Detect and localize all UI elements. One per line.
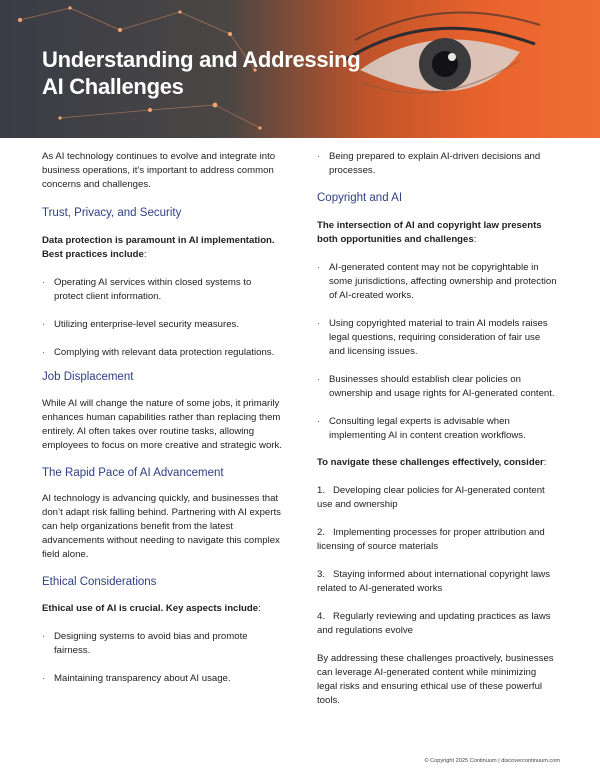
list-item: · Maintaining transparency about AI usage.: [42, 672, 282, 686]
numbered-item: 1. Developing clear policies for AI-generated content use and ownership: [317, 485, 545, 510]
list-item: · Designing systems to avoid bias and promote fairness.: [42, 630, 282, 658]
list-item: · Utilizing enterprise-level security measures.: [42, 318, 282, 332]
copyright-lead-bold: The intersection of AI and copyright law presents both opportunities and challenges: [317, 220, 542, 245]
right-column: [317, 150, 557, 708]
ethics-lead-colon: :: [258, 603, 261, 614]
intro-paragraph: As AI technology continues to evolve and integrate into business operations, it’s important to address common concerns and challenges.: [42, 151, 276, 190]
trust-lead-bold: Data protection is paramount in AI implementation. Best practices include: [42, 235, 275, 260]
list-item: · Being prepared to explain AI-driven decisions and processes.: [317, 150, 557, 178]
navigate-lead-colon: :: [543, 457, 547, 468]
list-item: · AI-generated content may not be copyrightable in some jurisdictions, affecting ownership and protection of AI-created works.: [317, 261, 557, 303]
ethics-lead: [42, 602, 282, 616]
list-item: · Operating AI services within closed systems to protect client information.: [42, 276, 282, 304]
footer-copyright: © Copyright 2025 Continuum | discovercontinuum.com: [424, 758, 560, 764]
trust-list: [42, 276, 282, 360]
trust-lead: [42, 234, 282, 262]
section-heading-ethics: Ethical Considerations: [42, 576, 157, 588]
section-heading-rapid-pace: The Rapid Pace of AI Advancement: [42, 467, 224, 479]
section-heading-copyright: Copyright and AI: [317, 192, 403, 204]
numbered-item: 2. Implementing processes for proper attribution and licensing of source materials: [317, 527, 545, 552]
trust-lead-colon: :: [143, 249, 147, 260]
page-title: [42, 46, 402, 100]
navigate-lead-bold: To navigate these challenges effectively, consider: [317, 457, 544, 468]
copyright-lead: [317, 219, 557, 247]
list-item: · Businesses should establish clear policies on ownership and usage rights for AI-generated content.: [317, 373, 557, 401]
list-item: · Complying with relevant data protection regulations.: [42, 346, 282, 360]
copyright-lead-colon: :: [473, 234, 477, 245]
list-item: · Consulting legal experts is advisable when implementing AI in content creation workflows.: [317, 415, 557, 443]
numbered-item: 4. Regularly reviewing and updating practices as laws and regulations evolve: [317, 611, 551, 636]
numbered-item: 3. Staying informed about international copyright laws related to AI-generated works: [317, 569, 551, 594]
section-heading-job-displacement: Job Displacement: [42, 371, 134, 383]
ethics-lead-bold: Ethical use of AI is crucial. Key aspects include: [42, 603, 259, 614]
ethics-list-continued: [317, 150, 557, 178]
navigate-lead: [317, 456, 557, 470]
list-item: · Using copyrighted material to train AI models raises legal questions, requiring consideration of fair use and licensing issues.: [317, 317, 557, 359]
header-banner: [0, 0, 600, 138]
section-heading-trust: Trust, Privacy, and Security: [42, 207, 182, 219]
page-title-line-2: AI Challenges: [42, 74, 184, 99]
left-column: [42, 150, 282, 686]
closing-paragraph: By addressing these challenges proactively, businesses can leverage AI-generated content while minimizing legal risks and ensuring ethical use of these powerful tools.: [317, 653, 554, 706]
rapid-pace-body: AI technology is advancing quickly, and businesses that don’t adapt risk falling behind. Partnering with AI experts can help organizations benefit from the latest advancements without needing to navigate this complex field alone.: [42, 493, 281, 560]
copyright-list: [317, 261, 557, 443]
navigate-numbered-list: [317, 484, 557, 638]
ethics-list: [42, 630, 282, 686]
page-title-line-1: Understanding and Addressing: [42, 47, 361, 72]
job-displacement-body: While AI will change the nature of some jobs, it primarily enhances human capabilities rather than replacing them entirely. AI often takes over routine tasks, allowing employees to focus on more creative and strategic work.: [42, 398, 282, 451]
